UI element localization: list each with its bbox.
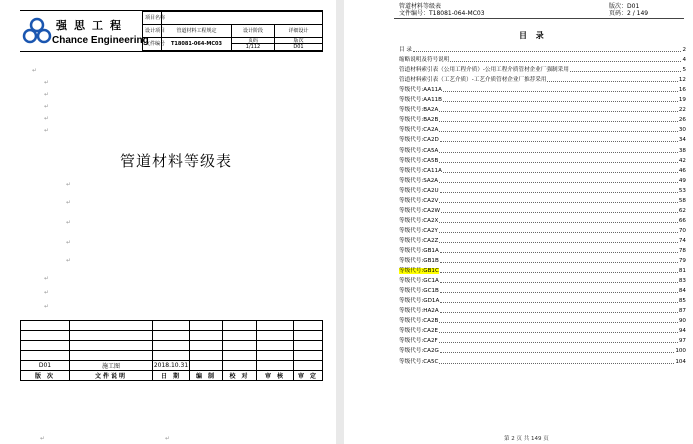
toc-entry-title: 等级代号:CA5A [399, 147, 439, 154]
toc-leader-dots [439, 131, 677, 132]
toc-entry-page: 26 [678, 117, 686, 124]
toc-entry-title: 等级代号:CA5B [399, 157, 439, 164]
toc-leader-dots [439, 111, 678, 112]
paragraph-mark: ↵ [44, 79, 50, 86]
toc-entry-title: 等级代号:CA2A [399, 127, 439, 134]
revision-row [21, 361, 323, 371]
revision-cell [223, 361, 257, 371]
toc-entry[interactable] [399, 184, 686, 194]
paragraph-mark: ↵ [66, 257, 72, 264]
toc-entry-page: 53 [678, 187, 686, 194]
toc-leader-dots [450, 61, 681, 62]
paragraph-mark: ↵ [40, 435, 46, 442]
toc-entry[interactable] [399, 244, 686, 254]
toc-entry[interactable] [399, 304, 686, 314]
toc-leader-dots [439, 182, 678, 183]
toc-entry-page: 70 [678, 227, 686, 234]
toc-entry[interactable] [399, 274, 686, 284]
design-stage-value: 详细设计 [274, 24, 323, 38]
revision-cell: D01 [21, 361, 70, 371]
toc-entry-title: 等级代号:CA2E [399, 328, 439, 335]
toc-entry-page: 42 [678, 157, 686, 164]
toc-entry-title: 等级代号:BA2B [399, 117, 439, 124]
revision-cell: 2018.10.31 [153, 362, 189, 369]
toc-entry-title: 等级代号:AA11A [399, 87, 443, 94]
design-stage-label: 设计阶段 [231, 24, 275, 38]
revision-value: D01 [274, 43, 323, 51]
paragraph-mark: ↵ [165, 435, 171, 442]
page-header-right [609, 3, 648, 17]
revision-empty-row [21, 331, 323, 341]
revision-header: 编 制 [190, 371, 223, 381]
revision-header: 日 期 [153, 371, 190, 381]
toc-entry-page: 4 [682, 57, 686, 64]
toc-leader-dots [440, 272, 678, 273]
toc-entry-page: 16 [678, 87, 686, 94]
toc-entry-title: 等级代号:CA5C [399, 358, 439, 365]
toc-entry[interactable] [399, 224, 686, 234]
toc-entry-title: 等级代号:CA2V [399, 197, 439, 204]
logo-english-name: Chance Engineering [52, 35, 149, 46]
toc-entry-title: 等级代号:CA11A [399, 167, 442, 174]
toc-entry[interactable] [399, 264, 686, 274]
toc-entry-page: 84 [678, 288, 686, 295]
page-footer: 第 2 页 共 149 页 [504, 436, 549, 442]
toc-leader-dots [439, 322, 677, 323]
company-logo [20, 11, 149, 51]
paragraph-mark: ↵ [66, 181, 72, 188]
toc-entry[interactable] [399, 174, 686, 184]
toc-leader-dots [443, 101, 678, 102]
toc-entry[interactable] [399, 324, 686, 334]
toc-leader-dots [439, 232, 678, 233]
toc-entry[interactable] [399, 334, 686, 344]
toc-entry-title: 等级代号:GC1A [399, 278, 439, 285]
header-doc-no: 文件编号：T18081-064-MC03 [399, 10, 485, 17]
toc-entry-title: 管道材料索引表（公用工程介质）-公用工程介质管材企业厂强制采用 [399, 67, 569, 74]
toc-entry-page: 12 [678, 77, 686, 84]
logo-chinese-name: 强思工程 [56, 19, 128, 32]
revision-header: 文件说明 [70, 371, 153, 381]
toc-leader-dots [439, 202, 677, 203]
document-page-2 [344, 0, 693, 444]
toc-entry[interactable] [399, 103, 686, 113]
toc-leader-dots [440, 282, 678, 283]
toc-entry[interactable] [399, 123, 686, 133]
sheet-label: 页码 [231, 37, 275, 44]
toc-entry-title: 等级代号:GC1B [399, 288, 439, 295]
paragraph-mark: ↵ [44, 303, 50, 310]
toc-entry-title: 目 录 [399, 47, 412, 54]
toc-entry[interactable] [399, 214, 686, 224]
document-title: 管道材料等级表 [120, 152, 233, 170]
toc-entry-title: 等级代号:CA2U [399, 187, 439, 194]
toc-entry-page: 5 [682, 67, 686, 74]
toc-entry[interactable] [399, 354, 686, 364]
paragraph-mark: ↵ [44, 127, 50, 134]
revision-header: 校 对 [223, 371, 257, 381]
toc-entry-page: 83 [678, 278, 686, 285]
revision-header: 版 次 [21, 371, 70, 381]
toc-leader-dots [570, 71, 682, 72]
toc-leader-dots [439, 242, 677, 243]
toc-entry-page: 22 [678, 107, 686, 114]
toc-entry-page: 90 [678, 318, 686, 325]
header-page: 页码：2 / 149 [609, 10, 649, 17]
toc-entry-title: 等级代号:CA2X [399, 217, 439, 224]
toc-leader-dots [440, 262, 678, 263]
toc-entry-title: 管道材料索引表（工艺介质）-工艺介质管材企业厂推荐采用 [399, 77, 547, 84]
toc-entry[interactable] [399, 53, 686, 63]
revision-header: 审 定 [294, 371, 323, 381]
toc-entry-page: 46 [678, 167, 686, 174]
design-item-value: 管道材料工程规定 [161, 24, 232, 38]
toc-entry-title: 缩略说明及符号说明 [399, 57, 450, 64]
revision-empty-row [21, 321, 323, 331]
toc-entry-title: 等级代号:CA2W [399, 207, 441, 214]
toc-entry[interactable] [399, 284, 686, 294]
toc-entry[interactable] [399, 234, 686, 244]
toc-entry-page: 78 [678, 247, 686, 254]
table-of-contents [399, 43, 686, 365]
toc-entry[interactable] [399, 93, 686, 103]
toc-entry-page: 34 [678, 137, 686, 144]
revision-cell [294, 361, 323, 371]
revision-cell [190, 361, 223, 371]
toc-title: 目 录 [519, 31, 547, 40]
paragraph-mark: ↵ [44, 275, 50, 282]
toc-leader-dots [440, 352, 674, 353]
toc-entry-page: 74 [678, 237, 686, 244]
header-title: 管道材料等级表 [399, 3, 442, 10]
design-item-label: 设计项目 [142, 24, 162, 38]
toc-entry[interactable] [399, 344, 686, 354]
toc-leader-dots [440, 312, 678, 313]
toc-entry-title: 等级代号:HA2A [399, 308, 439, 315]
toc-entry-page: 2 [682, 47, 686, 54]
toc-entry-page: 87 [678, 308, 686, 315]
toc-entry[interactable] [399, 43, 686, 53]
sheet-value: 1/112 [231, 43, 275, 51]
toc-entry-title: 等级代号:BA2A [399, 107, 439, 114]
toc-entry-title: 等级代号:CA2D [399, 137, 439, 144]
revision-cell: 施工图 [70, 361, 153, 371]
toc-leader-dots [440, 141, 678, 142]
toc-entry[interactable] [399, 154, 686, 164]
toc-leader-dots [440, 192, 678, 193]
header-revision: 版次：D01 [609, 3, 640, 10]
doc-no-value: T18081-064-MC03 [161, 37, 232, 51]
paragraph-mark: ↵ [44, 103, 50, 110]
paragraph-mark: ↵ [66, 239, 72, 246]
toc-entry-title: 等级代号:CA2G [399, 348, 439, 355]
paragraph-mark: ↵ [66, 199, 72, 206]
toc-leader-dots [441, 212, 678, 213]
toc-leader-dots [439, 152, 677, 153]
revision-cell [257, 361, 294, 371]
revision-header-row [21, 371, 323, 381]
paragraph-mark: ↵ [66, 219, 72, 226]
toc-entry[interactable] [399, 73, 686, 83]
toc-entry-page: 104 [675, 358, 686, 365]
toc-leader-dots [443, 91, 678, 92]
toc-entry-title: 等级代号:CA2B [399, 318, 439, 325]
toc-entry[interactable] [399, 254, 686, 264]
toc-entry[interactable] [399, 194, 686, 204]
toc-leader-dots [439, 162, 677, 163]
toc-entry[interactable] [399, 143, 686, 153]
paragraph-mark: ↵ [32, 67, 38, 74]
toc-entry-title: 等级代号:CA2Z [399, 237, 439, 244]
toc-leader-dots [439, 222, 677, 223]
toc-leader-dots [440, 302, 678, 303]
project-name-label: 项目名称 [142, 11, 162, 25]
toc-entry-title: 等级代号:GB1A [399, 247, 439, 254]
toc-entry-page: 100 [675, 348, 686, 355]
toc-entry-title: 等级代号:AA11B [399, 97, 443, 104]
paragraph-mark: ↵ [44, 289, 50, 296]
toc-leader-dots [439, 342, 678, 343]
toc-leader-dots [547, 81, 677, 82]
toc-entry-title: 等级代号:SA2A [399, 177, 439, 184]
toc-entry-title: 等级代号:CA2F [399, 338, 438, 345]
toc-leader-dots [439, 363, 674, 364]
page-header-left [399, 3, 485, 17]
toc-entry-page: 66 [678, 217, 686, 224]
toc-entry[interactable] [399, 204, 686, 214]
header-divider [394, 18, 684, 19]
document-page-1 [0, 0, 336, 444]
toc-entry-page: 49 [678, 177, 686, 184]
toc-entry-page: 19 [678, 97, 686, 104]
toc-entry-page: 58 [678, 197, 686, 204]
toc-entry-title: 等级代号:GD1A [399, 298, 440, 305]
toc-entry[interactable] [399, 113, 686, 123]
toc-entry-page: 85 [678, 298, 686, 305]
company-logo-icon [22, 16, 52, 46]
revision-empty-row [21, 341, 323, 351]
toc-entry[interactable] [399, 314, 686, 324]
title-block [20, 10, 323, 52]
toc-entry-title: 等级代号:GB1B [399, 258, 439, 265]
toc-leader-dots [440, 252, 678, 253]
toc-leader-dots [439, 121, 678, 122]
toc-entry-page: 97 [678, 338, 686, 345]
toc-entry[interactable] [399, 164, 686, 174]
revision-header: 审 核 [257, 371, 294, 381]
paragraph-mark: ↵ [44, 115, 50, 122]
toc-entry[interactable] [399, 83, 686, 93]
toc-leader-dots [413, 51, 681, 52]
toc-entry[interactable] [399, 294, 686, 304]
revision-label: 版次 [274, 37, 323, 44]
toc-entry-page: 81 [678, 268, 686, 275]
toc-entry-page: 38 [678, 147, 686, 154]
toc-entry-title: 等级代号:CA2Y [399, 227, 438, 234]
paragraph-mark: ↵ [44, 91, 50, 98]
toc-leader-dots [443, 172, 678, 173]
toc-entry-page: 94 [678, 328, 686, 335]
project-name-value [161, 11, 323, 25]
toc-leader-dots [440, 292, 678, 293]
toc-entry-page: 30 [678, 127, 686, 134]
doc-no-label: 文件编号 [142, 37, 162, 51]
toc-entry-title: 等级代号:GB1C [399, 268, 439, 275]
revision-empty-row [21, 351, 323, 361]
toc-leader-dots [439, 332, 678, 333]
revision-table [20, 320, 323, 381]
toc-entry[interactable] [399, 63, 686, 73]
toc-entry-page: 79 [678, 258, 686, 265]
toc-entry-page: 62 [678, 207, 686, 214]
toc-entry[interactable] [399, 133, 686, 143]
